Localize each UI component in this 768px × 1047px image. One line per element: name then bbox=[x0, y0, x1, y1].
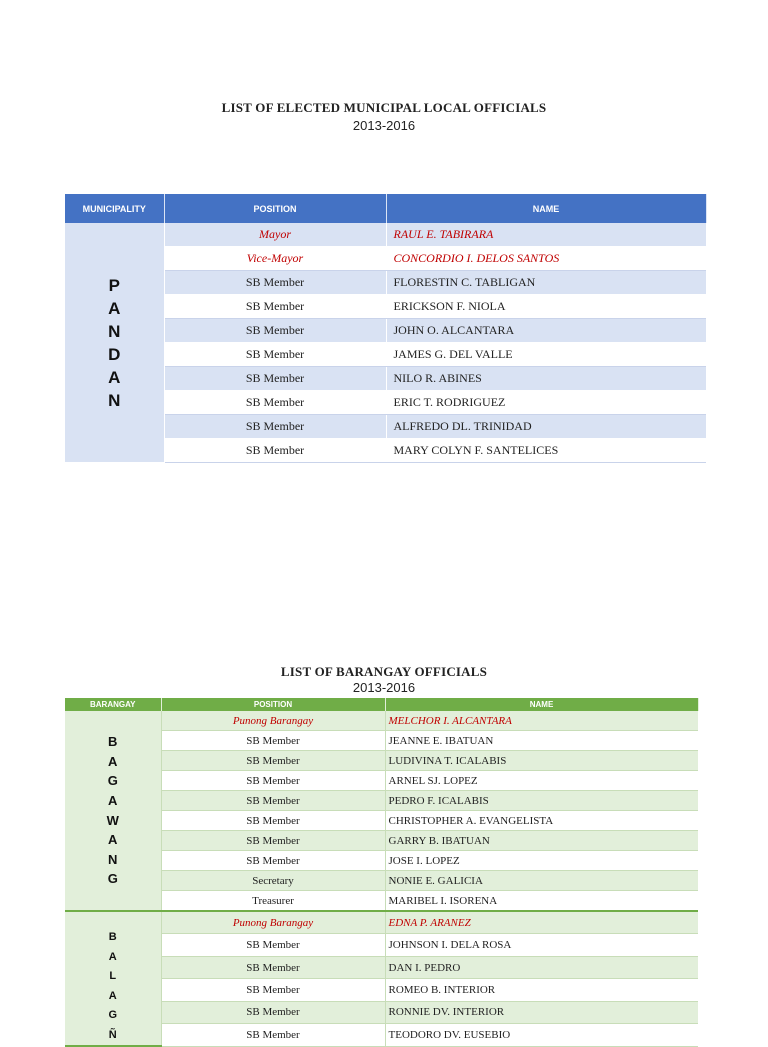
table-row bbox=[65, 911, 698, 934]
header-name: NAME bbox=[386, 194, 706, 223]
name-cell: MELCHOR I. ALCANTARA bbox=[385, 711, 698, 731]
municipality-cell bbox=[65, 223, 164, 463]
position-cell: SB Member bbox=[164, 271, 386, 295]
barangay-letter: B bbox=[108, 734, 118, 750]
position-cell: SB Member bbox=[164, 439, 386, 463]
position-cell: Treasurer bbox=[161, 891, 385, 912]
name-cell: LUDIVINA T. ICALABIS bbox=[385, 751, 698, 771]
position-cell: SB Member bbox=[164, 319, 386, 343]
header-name: NAME bbox=[385, 698, 698, 711]
header-position: POSITION bbox=[164, 194, 386, 223]
barangay-letter: A bbox=[108, 753, 118, 769]
position-cell: SB Member bbox=[164, 415, 386, 439]
header-barangay: BARANGAY bbox=[65, 698, 161, 711]
position-cell: SB Member bbox=[164, 391, 386, 415]
name-cell: RONNIE DV. INTERIOR bbox=[385, 1001, 698, 1023]
position-cell: SB Member bbox=[161, 791, 385, 811]
barangay-letter: G bbox=[108, 1009, 118, 1021]
name-cell: JOHNSON I. DELA ROSA bbox=[385, 934, 698, 956]
header-position: POSITION bbox=[161, 698, 385, 711]
municipality-letter: P bbox=[108, 275, 120, 295]
barangay-letter: G bbox=[107, 773, 118, 789]
barangay-title: LIST OF BARANGAY OFFICIALS bbox=[280, 664, 488, 679]
name-cell: NILO R. ABINES bbox=[386, 367, 706, 391]
position-cell: SB Member bbox=[161, 1024, 385, 1046]
barangay-cell bbox=[65, 911, 161, 1046]
position-cell: SB Member bbox=[164, 343, 386, 367]
barangay-letter: G bbox=[107, 871, 118, 887]
name-cell: FLORESTIN C. TABLIGAN bbox=[386, 271, 706, 295]
barangay-name-vertical bbox=[65, 912, 161, 1045]
barangay-letter: Ñ bbox=[108, 1028, 117, 1041]
name-cell: JEANNE E. IBATUAN bbox=[385, 731, 698, 751]
name-cell: TEODORO DV. EUSEBIO bbox=[385, 1024, 698, 1046]
name-cell: NONIE E. GALICIA bbox=[385, 871, 698, 891]
name-cell: ARNEL SJ. LOPEZ bbox=[385, 771, 698, 791]
position-cell: SB Member bbox=[164, 295, 386, 319]
position-cell: SB Member bbox=[164, 367, 386, 391]
barangay-letter: L bbox=[109, 970, 117, 982]
position-cell: SB Member bbox=[161, 851, 385, 871]
position-cell: SB Member bbox=[161, 831, 385, 851]
table-row bbox=[65, 711, 698, 731]
municipal-officials-table bbox=[65, 194, 707, 463]
name-cell: JOHN O. ALCANTARA bbox=[386, 319, 706, 343]
name-cell: JOSE I. LOPEZ bbox=[385, 851, 698, 871]
name-cell: ERIC T. RODRIGUEZ bbox=[386, 391, 706, 415]
name-cell: MARY COLYN F. SANTELICES bbox=[386, 439, 706, 463]
position-cell: Mayor bbox=[164, 223, 386, 247]
municipality-name-vertical bbox=[65, 274, 164, 412]
barangay-officials-table bbox=[65, 698, 699, 1047]
municipality-letter: A bbox=[108, 367, 121, 387]
name-cell: DAN I. PEDRO bbox=[385, 956, 698, 978]
municipality-letter: N bbox=[108, 321, 121, 341]
position-cell: SB Member bbox=[161, 731, 385, 751]
municipality-letter: D bbox=[108, 344, 121, 364]
position-cell: SB Member bbox=[161, 811, 385, 831]
municipality-letter: N bbox=[108, 390, 121, 410]
position-cell: SB Member bbox=[161, 1001, 385, 1023]
position-cell: SB Member bbox=[161, 934, 385, 956]
municipal-header-row bbox=[65, 194, 706, 223]
barangay-name-vertical bbox=[65, 732, 161, 889]
barangay-letter: W bbox=[106, 812, 119, 828]
municipal-title: LIST OF ELECTED MUNICIPAL LOCAL OFFICIALS bbox=[221, 100, 547, 115]
table-row bbox=[65, 223, 706, 247]
barangay-cell bbox=[65, 711, 161, 911]
name-cell: PEDRO F. ICALABIS bbox=[385, 791, 698, 811]
position-cell: Vice-Mayor bbox=[164, 247, 386, 271]
position-cell: Secretary bbox=[161, 871, 385, 891]
position-cell: SB Member bbox=[161, 751, 385, 771]
name-cell: CONCORDIO I. DELOS SANTOS bbox=[386, 247, 706, 271]
name-cell: ALFREDO DL. TRINIDAD bbox=[386, 415, 706, 439]
position-cell: SB Member bbox=[161, 979, 385, 1001]
name-cell: ROMEO B. INTERIOR bbox=[385, 979, 698, 1001]
name-cell: ERICKSON F. NIOLA bbox=[386, 295, 706, 319]
barangay-letter: N bbox=[108, 851, 118, 867]
name-cell: EDNA P. ARANEZ bbox=[385, 911, 698, 934]
barangay-letter: A bbox=[108, 792, 118, 808]
position-cell: Punong Barangay bbox=[161, 911, 385, 934]
barangay-letter: B bbox=[108, 931, 117, 943]
name-cell: CHRISTOPHER A. EVANGELISTA bbox=[385, 811, 698, 831]
barangay-letter: A bbox=[108, 989, 117, 1002]
barangay-letter: A bbox=[108, 950, 117, 963]
barangay-letter: A bbox=[108, 832, 118, 848]
name-cell: JAMES G. DEL VALLE bbox=[386, 343, 706, 367]
municipality-letter: A bbox=[108, 298, 121, 318]
position-cell: SB Member bbox=[161, 771, 385, 791]
position-cell: Punong Barangay bbox=[161, 711, 385, 731]
header-municipality: MUNICIPALITY bbox=[65, 194, 164, 223]
name-cell: RAUL E. TABIRARA bbox=[386, 223, 706, 247]
position-cell: SB Member bbox=[161, 956, 385, 978]
barangay-years: 2013-2016 bbox=[352, 680, 416, 695]
name-cell: GARRY B. IBATUAN bbox=[385, 831, 698, 851]
municipal-years: 2013-2016 bbox=[352, 118, 416, 133]
barangay-header-row bbox=[65, 698, 698, 711]
name-cell: MARIBEL I. ISORENA bbox=[385, 891, 698, 912]
